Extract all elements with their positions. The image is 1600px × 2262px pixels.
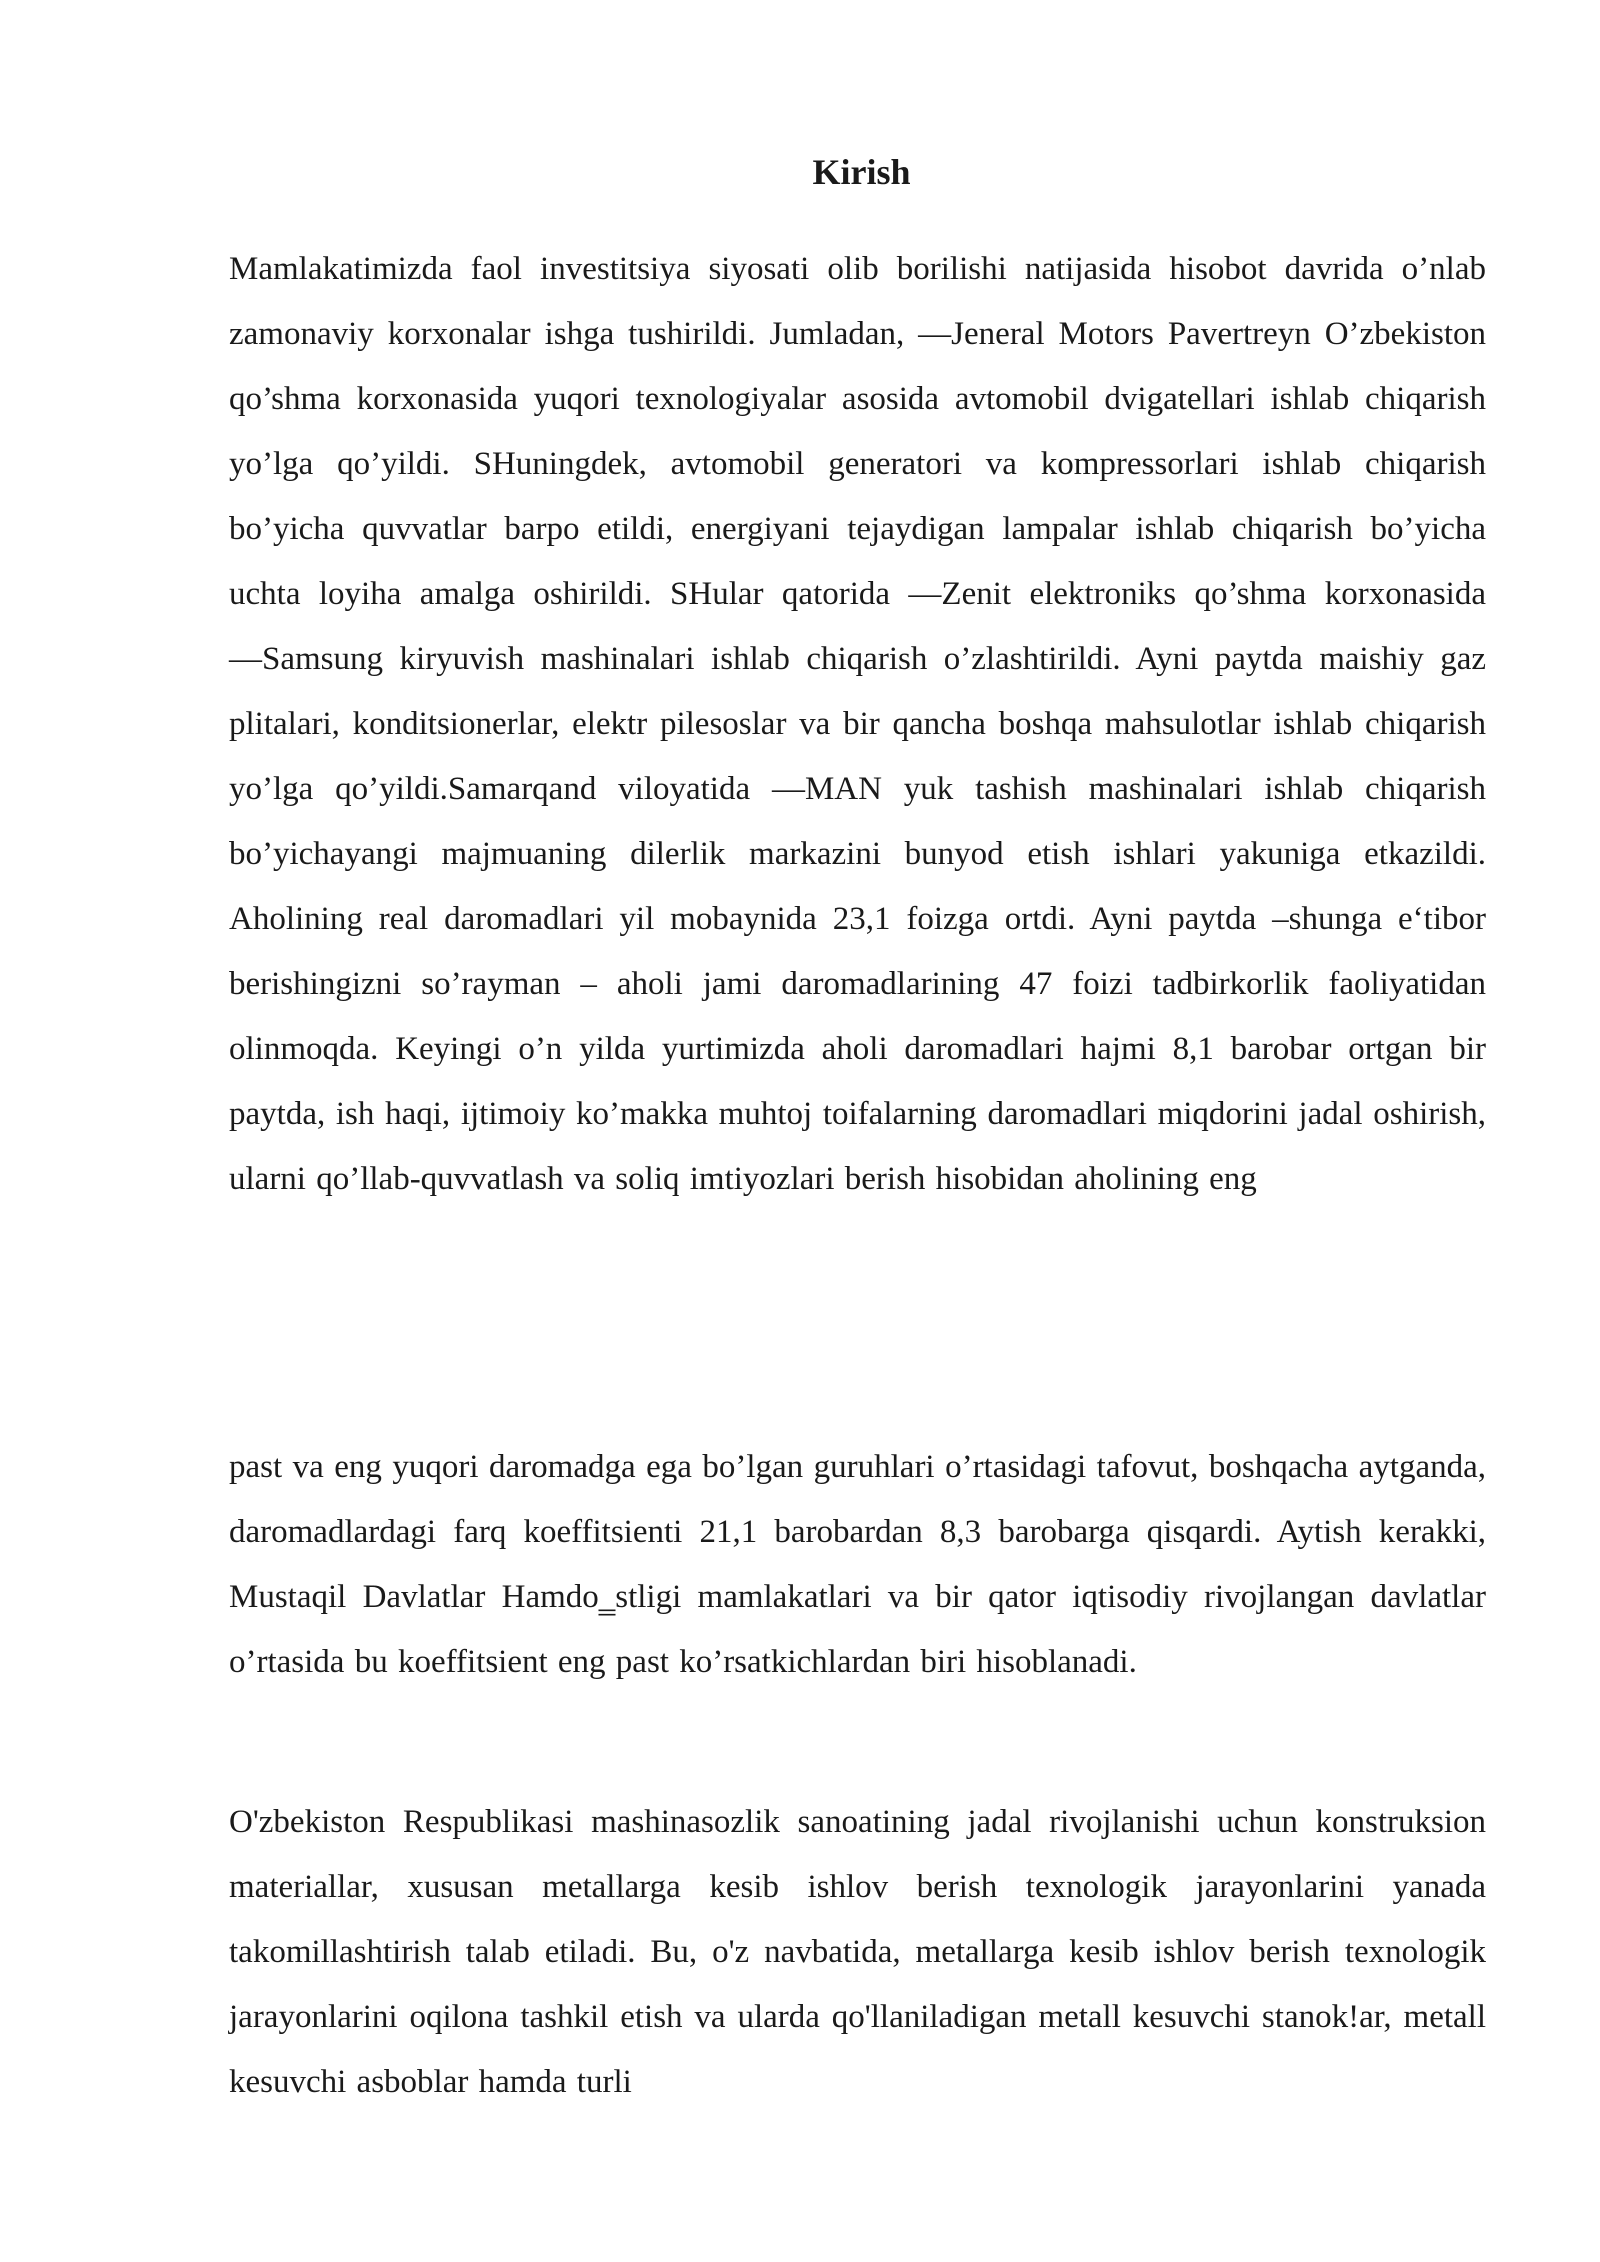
page-title: Kirish (812, 152, 911, 192)
paragraph: past va eng yuqori daromadga ega bo’lgan guruhlari o’rtasidagi tafovut, boshqacha aytganda, daromadlardagi farq koeffitsienti 21,1 barobardan 8,3 barobarga qisqardi. Aytish kerakki, Mustaqil Davlatlar Hamdo‗stligi mamlakatlari va bir qator iqtisodiy rivojlangan davlatlar o’rtasida bu koeffitsient eng past ko’rsatkichlardan biri hisoblanadi. (229, 1449, 1486, 1680)
paragraph: O'zbekiston Respublikasi mashinasozlik sanoatining jadal rivojlanishi uchun konstruksion materiallar, xususan metallarga kesib ishlov berish texnologik jarayonlarini yanada takomillashtirish talab etiladi. Bu, o'z navbatida, metallarga kesib ishlov berish texnologik jarayonlarini oqilona tashkil etish va ularda qo'llaniladigan metall kesuvchi stanok!ar, metall kesuvchi asboblar hamda turli (229, 1804, 1486, 2100)
paragraph: Mamlakatimizda faol investitsiya siyosati olib borilishi natijasida hisobot davrida o’nlab zamonaviy korxonalar ishga tushirildi. Jumladan, ―Jeneral Motors Pavertreyn O’zbekiston qo’shma korxonasida yuqori texnologiyalar asosida avtomobil dvigatellari ishlab chiqarish yo’lga qo’yildi. SHuningdek, avtomobil generatori va kompressorlari ishlab chiqarish bo’yicha quvvatlar barpo etildi, energiyani tejaydigan lampalar ishlab chiqarish bo’yicha uchta loyiha amalga oshirildi. SHular qatorida ―Zenit elektroniks qo’shma korxonasida ―Samsung kiryuvish mashinalari ishlab chiqarish o’zlashtirildi. Ayni paytda maishiy gaz plitalari, konditsionerlar, elektr pilesoslar va bir qancha boshqa mahsulotlar ishlab chiqarish yo’lga qo’yildi.Samarqand viloyatida ―MAN yuk tashish mashinalari ishlab chiqarish bo’yichayangi majmuaning dilerlik markazini bunyod etish ishlari yakuniga etkazildi. Aholining real daromadlari yil mobaynida 23,1 foizga ortdi. Ayni paytda –shunga e‘tibor berishingizni so’rayman – aholi jami daromadlarining 47 foizi tadbirkorlik faoliyatidan olinmoqda. Keyingi o’n yilda yurtimizda aholi daromadlari hajmi 8,1 barobar ortgan bir paytda, ish haqi, ijtimoiy ko’makka muhtoj toifalarning daromadlari miqdorini jadal oshirish, ularni qo’llab-quvvatlash va soliq imtiyozlari berish hisobidan aholining eng (229, 251, 1486, 1197)
